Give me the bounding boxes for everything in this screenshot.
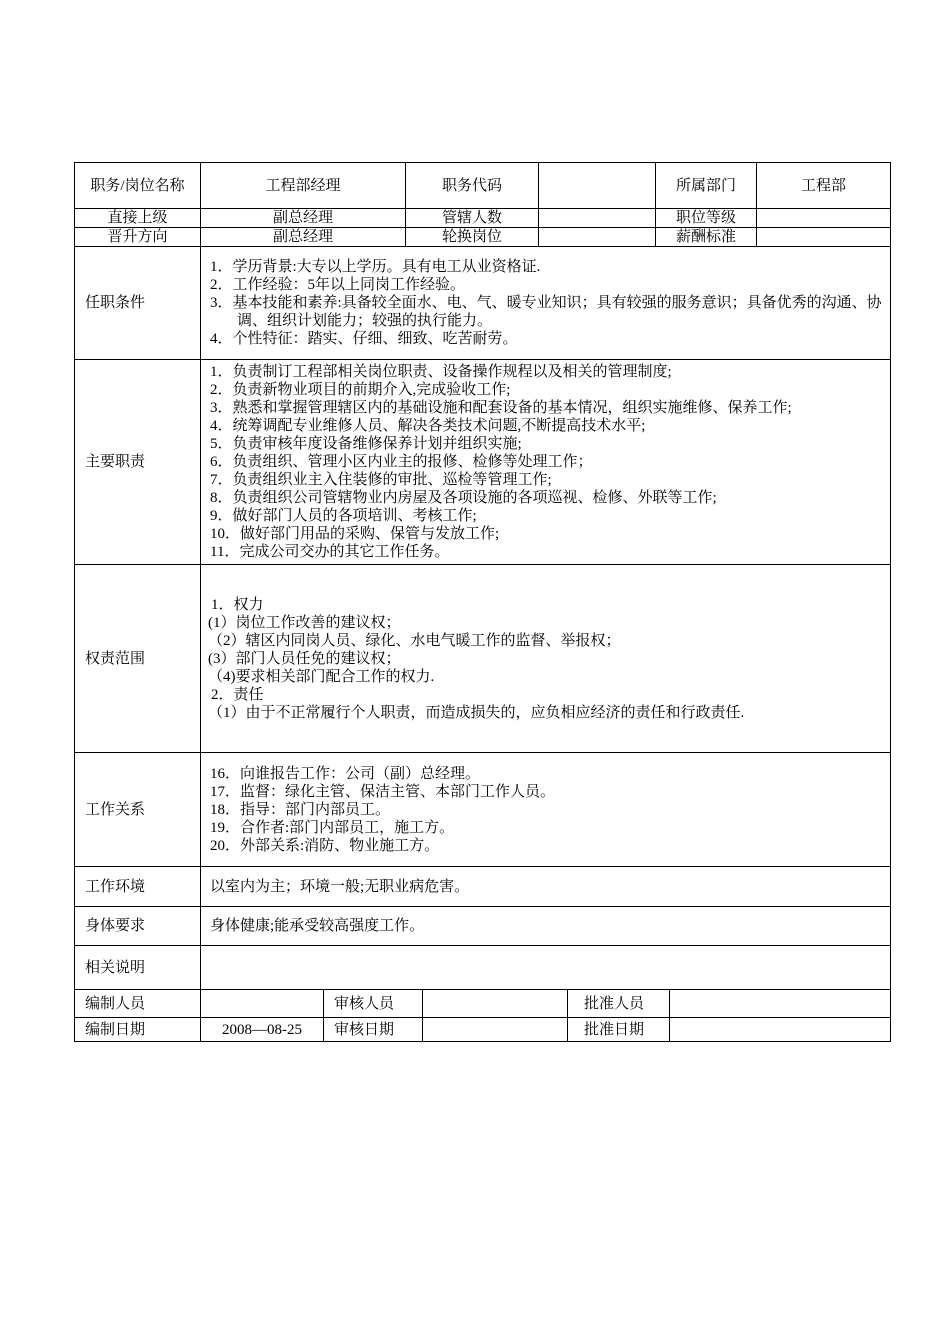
authority-content xyxy=(201,565,891,753)
approval-people-row xyxy=(75,990,891,1018)
relation-item: 17．监督：绿化主管、保洁主管、本部门工作人员。 xyxy=(210,783,556,800)
authority-item: (3）部门人员任免的建议权； xyxy=(208,650,401,667)
qualification-item: 1．学历背景:大专以上学历。具有电工从业资格证. xyxy=(210,259,541,275)
relation-item: 20．外部关系:消防、物业施工方。 xyxy=(210,837,440,854)
authority-row xyxy=(75,565,891,753)
approver-label: 批准人员 xyxy=(568,990,670,1018)
code-value xyxy=(539,163,656,209)
authority-item: 2．责任 xyxy=(211,686,264,703)
environment-value: 以室内为主；环境一般;无职业病危害。 xyxy=(201,867,891,907)
duty-item: 1．负责制订工程部相关岗位职责、设备操作规程以及相关的管理制度; xyxy=(210,364,672,380)
relations-content xyxy=(201,753,891,867)
physical-value: 身体健康;能承受较高强度工作。 xyxy=(201,907,891,946)
duty-item: 5．负责审核年度设备维修保养计划并组织实施; xyxy=(210,436,522,452)
authority-item: （1）由于不正常履行个人职责，而造成损失的，应负相应经济的责任和行政责任. xyxy=(208,704,745,721)
duty-item: 9．做好部门人员的各项培训、考核工作; xyxy=(210,508,477,524)
duties-row xyxy=(75,360,891,565)
qualification-item: 4．个性特征：踏实、仔细、细致、吃苦耐劳。 xyxy=(210,331,518,347)
notes-row xyxy=(75,946,891,990)
manage-label: 管辖人数 xyxy=(406,209,539,228)
superior-row xyxy=(75,209,891,228)
header-row xyxy=(75,163,891,209)
qualification-item: 3．基本技能和素养:具备较全面水、电、气、暖专业知识；具有较强的服务意识；具备优秀的沟通、协调、组织计划能力；较强的执行能力。 xyxy=(210,295,882,329)
qualification-item: 2．工作经验：5年以上同岗工作经验。 xyxy=(210,277,466,293)
relation-item: 19．合作者:部门内部员工，施工方。 xyxy=(210,819,455,836)
manage-value xyxy=(539,209,656,228)
edit-date-label: 编制日期 xyxy=(75,1018,201,1042)
authority-item: (1）岗位工作改善的建议权； xyxy=(208,614,401,631)
duty-item: 2．负责新物业项目的前期介入,完成验收工作; xyxy=(210,382,511,398)
authority-item: 1．权力 xyxy=(211,596,264,613)
dept-value: 工程部 xyxy=(757,163,891,209)
duty-item: 4．统筹调配专业维修人员、解决各类技术问题,不断提高技术水平; xyxy=(210,418,646,434)
title-label: 职务/岗位名称 xyxy=(75,163,201,209)
physical-label: 身体要求 xyxy=(75,907,201,946)
reviewer-label: 审核人员 xyxy=(324,990,423,1018)
duty-item: 8．负责组织公司管辖物业内房屋及各项设施的各项巡视、检修、外联等工作; xyxy=(210,490,717,506)
notes-value xyxy=(201,946,891,990)
relation-item: 18．指导：部门内部员工。 xyxy=(210,801,391,818)
salary-label: 薪酬标准 xyxy=(656,228,757,247)
environment-label: 工作环境 xyxy=(75,867,201,907)
salary-value xyxy=(757,228,891,247)
review-date-value xyxy=(423,1018,568,1042)
authority-item: （4)要求相关部门配合工作的权力. xyxy=(208,668,435,685)
duties-label: 主要职责 xyxy=(75,360,201,565)
superior-value: 副总经理 xyxy=(201,209,406,228)
review-date-label: 审核日期 xyxy=(324,1018,423,1042)
approval-table xyxy=(74,989,891,1042)
grade-label: 职位等级 xyxy=(656,209,757,228)
edit-date-value: 2008—08-25 xyxy=(201,1018,324,1042)
superior-label: 直接上级 xyxy=(75,209,201,228)
duty-item: 6．负责组织、管理小区内业主的报修、检修等处理工作； xyxy=(210,454,593,470)
relations-label: 工作关系 xyxy=(75,753,201,867)
dept-label: 所属部门 xyxy=(656,163,757,209)
grade-value xyxy=(757,209,891,228)
duties-content xyxy=(201,360,891,565)
promotion-row xyxy=(75,228,891,247)
approve-date-value xyxy=(670,1018,891,1042)
physical-row xyxy=(75,907,891,946)
relation-item: 16．向谁报告工作：公司（副）总经理。 xyxy=(210,765,481,782)
reviewer-value xyxy=(423,990,568,1018)
promotion-label: 晋升方向 xyxy=(75,228,201,247)
approver-value xyxy=(670,990,891,1018)
title-value: 工程部经理 xyxy=(201,163,406,209)
rotation-value xyxy=(539,228,656,247)
editor-value xyxy=(201,990,324,1018)
duty-item: 11．完成公司交办的其它工作任务。 xyxy=(210,544,450,560)
notes-label: 相关说明 xyxy=(75,946,201,990)
editor-label: 编制人员 xyxy=(75,990,201,1018)
approve-date-label: 批准日期 xyxy=(568,1018,670,1042)
duty-item: 10．做好部门用品的采购、保管与发放工作; xyxy=(210,526,500,542)
qualifications-label: 任职条件 xyxy=(75,247,201,360)
qualifications-content xyxy=(201,247,891,360)
authority-item: （2）辖区内同岗人员、绿化、水电气暖工作的监督、举报权； xyxy=(208,632,621,649)
duty-item: 3．熟悉和掌握管理辖区内的基础设施和配套设备的基本情况，组织实施维修、保养工作; xyxy=(210,400,792,416)
qualifications-row xyxy=(75,247,891,360)
job-description-table xyxy=(74,162,891,990)
code-label: 职务代码 xyxy=(406,163,539,209)
authority-label: 权责范围 xyxy=(75,565,201,753)
approval-dates-row xyxy=(75,1018,891,1042)
relations-row xyxy=(75,753,891,867)
rotation-label: 轮换岗位 xyxy=(406,228,539,247)
environment-row xyxy=(75,867,891,907)
duty-item: 7．负责组织业主入住装修的审批、巡检等管理工作; xyxy=(210,472,552,488)
promotion-value: 副总经理 xyxy=(201,228,406,247)
